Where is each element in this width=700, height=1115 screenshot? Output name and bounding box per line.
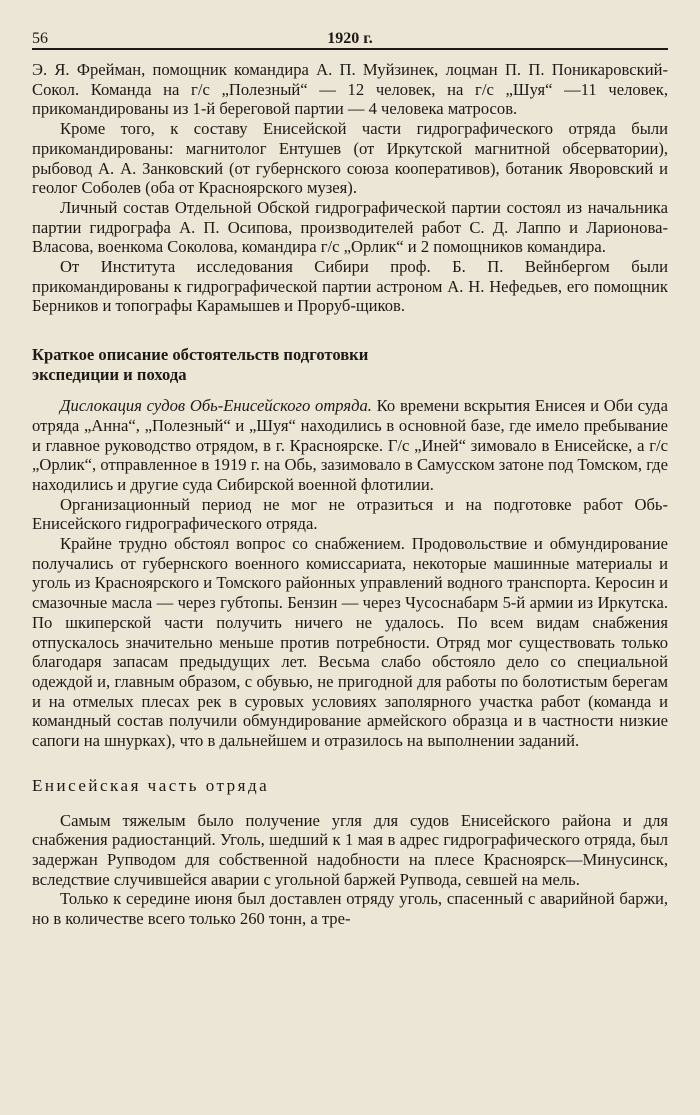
running-head-year: 1920 г. [327,30,373,47]
paragraph: Личный состав Отдельной Обской гидрографической партии состоял из начальника партии гидрографа А. П. Осипова, производителей работ С. Д. Лаппо и Ларионова-Власова, военкома Соколова, командира г/с „Орлик“ и 2 помощников командира. [32,197,668,257]
paragraph-lead-italic: Дислокация судов Обь-Енисейского отряда. [60,396,372,416]
section-title-line: Краткое описание обстоятельств подготовки [32,345,369,365]
paragraph: Только к середине июня был доставлен отряду уголь, спасенный с аварийной баржи, но в количестве всего только 260 тонн, а тре- [32,889,668,929]
section-title [32,345,668,385]
paragraph: Самым тяжелым было получение угля для судов Енисейского района и для снабжения радиостанций. Уголь, шедший к 1 мая в адрес гидрографического отряда, был задержан Рупводом для собственной надобности на плесе Красноярск—Минусинск, вследствие случившейся аварии с угольной баржей Рупвода, севшей на мель. [32,810,668,889]
paragraph-text: Ко времени вскрытия Енисея и Оби суда отряда „Анна“, „Полезный“ и „Шуя“ находились в основной базе, где имело пребывание и главное руководство отрядом, в г. Красноярске. Г/с „Иней“ зимовало в Енисейске, а г/с „Орлик“, отправленное в 1919 г. на Обь, зазимовало в Самусском затоне под Томском, где находились и другие суда Сибирской военной флотилии. [32,396,668,494]
paragraph: Э. Я. Фрейман, помощник командира А. П. Муйзинек, лоцман П. П. Поникаровский-Сокол. Команда на г/с „Полезный“ — 12 человек, на г/с „Шуя“ —11 человек, прикомандированы из 1-й береговой партии — 4 человека матросов. [32,60,668,119]
page-body [32,60,668,929]
page-number: 56 [32,30,48,47]
paragraph [32,396,668,495]
paragraph: Крайне трудно обстоял вопрос со снабжением. Продовольствие и обмундирование получались от губернского военного комиссариата, некоторые машинные материалы и уголь из Красноярского и Томского районных управлений водного транспорта. Керосин и смазочные масла — через губтопы. Бензин — через Чусоснабарм 5-й армии из Иркутска. По шкиперской части получить ничего не удалось. По всем видам снабжения отпускалось значительно меньше против потребности. Отряд мог существовать только благодаря запасам предыдущих лет. Весьма слабо обстояло дело со специальной одеждой и, главным образом, с обувью, не пригодной для работы по болотистым берегам и на отмелых плесах рек в суровых условиях заполярного участка работ (команда и командный состав получили обмундирование армейского образца и в частности низкие сапоги на шнурках), что в дальнейшем и отразилось на выполнении заданий. [32,534,668,751]
paragraph: Организационный период не мог не отразиться и на подготовке работ Обь-Енисейского гидрографического отряда. [32,494,668,534]
paragraph: Кроме того, к составу Енисейской части гидрографического отряда были прикомандированы: магнитолог Ентушев (от Иркутской магнитной обсерватории), рыбовод А. А. Занковский (от губернского союза кооперативов), ботаник Яворовский и геолог Соболев (оба от Красноярского музея). [32,119,668,198]
page-header [32,26,668,50]
paragraph: От Института исследования Сибири проф. Б. П. Вейнбергом были прикомандированы к гидрографической партии астроном А. Н. Нефедьев, его помощник Берников и топографы Карамышев и Проруб-щиков. [32,257,668,316]
section-title-line: экспедиции и похода [32,365,187,385]
subsection-title: Енисейская часть отряда [32,775,270,795]
